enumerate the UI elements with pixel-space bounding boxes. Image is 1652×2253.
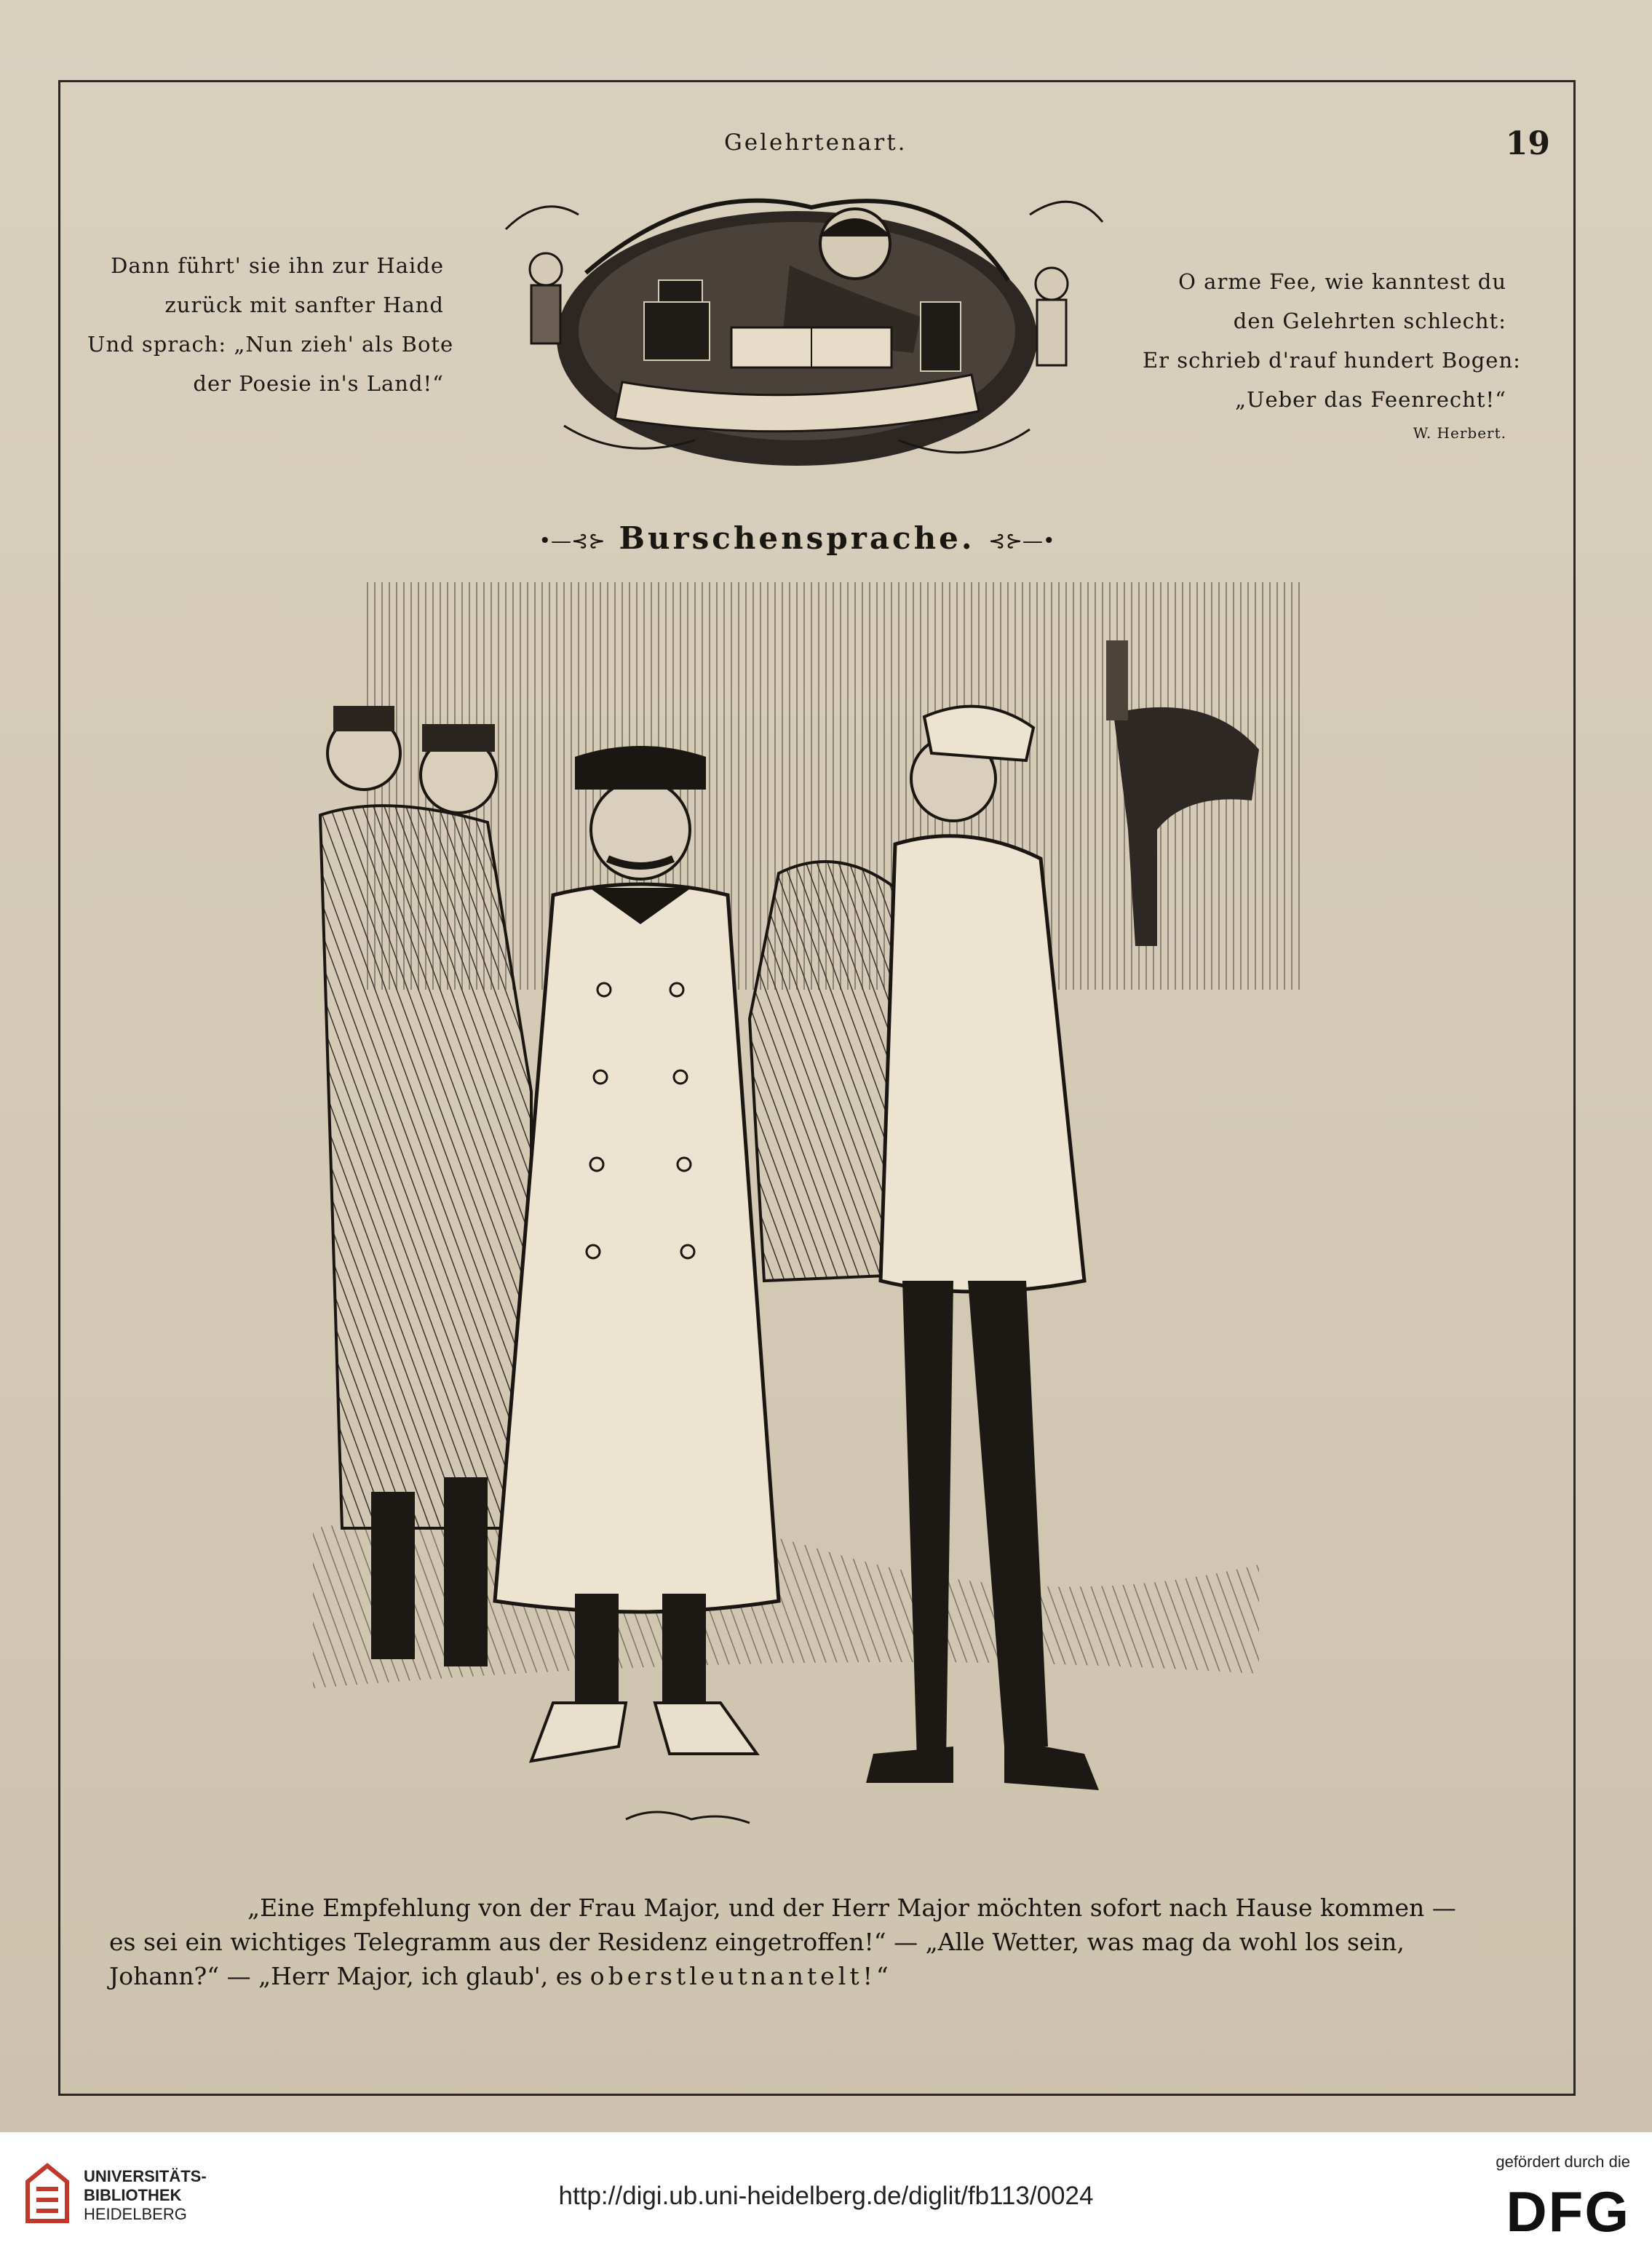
section-title-text: Burschensprache. (619, 520, 975, 556)
running-title: Gelehrtenart. (724, 130, 908, 156)
poem-right-stanza (1143, 262, 1521, 445)
poem-line: „Ueber das Feenrecht!“ (1234, 387, 1506, 412)
poem-line: der Poesie in's Land!“ (193, 371, 444, 396)
caption-line: es sei ein wichtiges Telegramm aus der Residenz eingetroffen!“ — „Alle Wetter, was mag da wohl los sein, (109, 1928, 1405, 1956)
poem-left-stanza (87, 246, 454, 403)
scholar-vignette-illustration (477, 149, 1117, 484)
poem-line: Und sprach: „Nun zieh' als Bote (87, 332, 454, 357)
poem-line: zurück mit sanfter Hand (164, 293, 444, 317)
right-ornament-icon: ⊰⊱—• (988, 528, 1055, 553)
poem-line: O arme Fee, wie kanntest du (1178, 269, 1506, 294)
caption-line: „Eine Empfehlung von der Frau Major, und der Herr Major möchten sofort nach Hause kommen — (247, 1894, 1456, 1922)
cartoon-caption (109, 1891, 1456, 1993)
library-name-line: BIBLIOTHEK (84, 2186, 182, 2204)
left-ornament-icon: •—⊰⊱ (539, 528, 605, 553)
poem-line: Er schrieb d'rauf hundert Bogen: (1143, 348, 1521, 373)
caption-line-end: “ (875, 1962, 889, 1990)
caption-line-start: Johann?“ — „Herr Major, ich glaub', es (109, 1962, 590, 1990)
caption-line (109, 1959, 1426, 1993)
library-name-line: HEIDELBERG (84, 2205, 187, 2223)
permalink-url[interactable]: http://digi.ub.uni-heidelberg.de/diglit/fb113/0024 (558, 2182, 1094, 2210)
library-name-line: UNIVERSITÄTS- (84, 2167, 207, 2185)
viewer-footer (0, 2132, 1652, 2253)
funded-by-label: gefördert durch die (1496, 2153, 1630, 2171)
library-name (84, 2167, 207, 2224)
page-number: 19 (1505, 125, 1550, 162)
poem-author: W. Herbert. (1413, 424, 1506, 442)
dfg-logo: DFG (1506, 2180, 1630, 2244)
section-title (535, 520, 1059, 564)
university-library-logo-icon (22, 2160, 73, 2227)
poem-line: den Gelehrten schlecht: (1233, 309, 1506, 333)
poem-line: Dann führt' sie ihn zur Haide (111, 253, 444, 278)
caption-spaced-word: oberstleutnantelt! (589, 1962, 876, 1990)
officers-cartoon-illustration (313, 582, 1303, 1892)
